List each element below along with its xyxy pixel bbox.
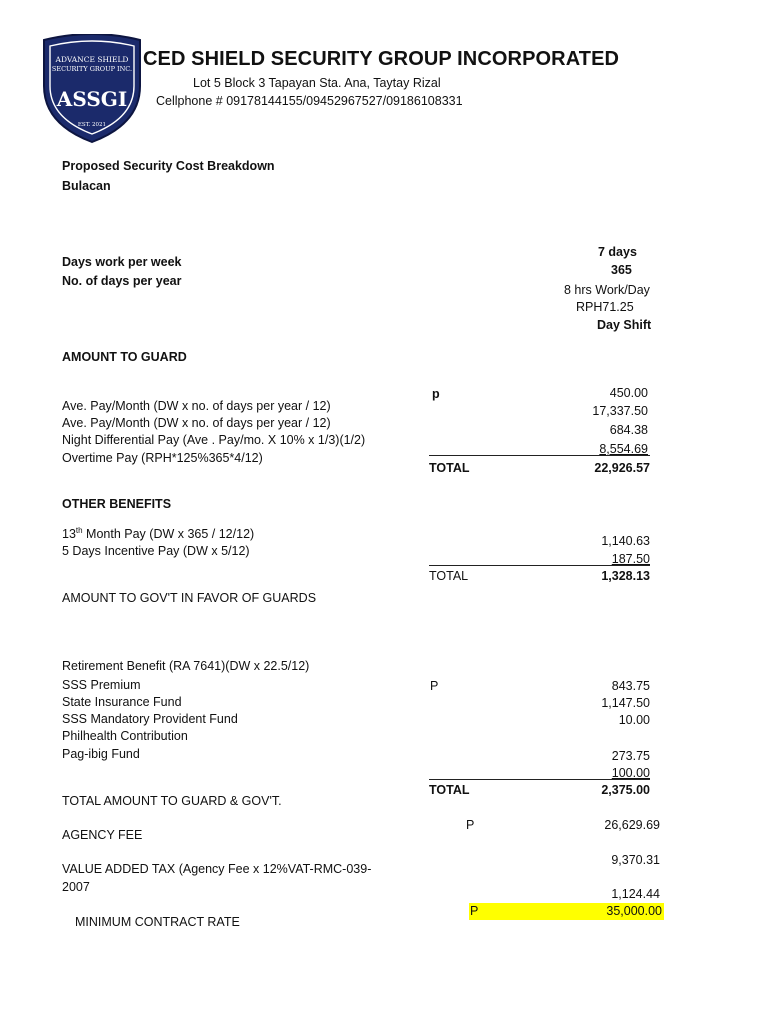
rph-value: RPH71.25 — [576, 300, 634, 314]
logo-mid-text: ASSGI — [56, 87, 128, 111]
agency-fee-value: 26,629.69 — [604, 818, 660, 832]
vat-value: 9,370.31 — [611, 853, 660, 867]
gov-item-value: 273.75 — [611, 749, 650, 763]
guard-item-value: 684.38 — [609, 423, 648, 437]
gov-item-value: 100.00 — [611, 766, 650, 780]
amount-to-guard-first-value: 450.00 — [609, 386, 648, 400]
hours-value: 8 hrs Work/Day — [564, 283, 650, 297]
logo-bottom-text: EST. 2021 — [77, 122, 107, 128]
days-work-label: Days work per week — [62, 255, 182, 269]
vat-label-line2: 2007 — [62, 880, 90, 894]
vat-label-line1: VALUE ADDED TAX (Agency Fee x 12%VAT-RMC-039- — [62, 862, 372, 876]
document-location: Bulacan — [62, 179, 111, 193]
thirteenth-month-value: 1,140.63 — [601, 534, 650, 548]
benefits-total-rule — [429, 565, 650, 566]
gov-item-label: Pag-ibig Fund — [62, 747, 140, 761]
days-per-year-value: 365 — [611, 263, 632, 277]
guard-item-value: 17,337.50 — [592, 404, 648, 418]
gov-item-value: 843.75 — [611, 679, 650, 693]
thirteenth-month-label: 13th Month Pay (DW x 365 / 12/12) — [62, 526, 255, 542]
benefits-total-value: 1,328.13 — [601, 569, 650, 583]
document-title: Proposed Security Cost Breakdown — [62, 159, 275, 173]
company-address: Lot 5 Block 3 Tapayan Sta. Ana, Taytay Rizal — [193, 76, 441, 90]
other-benefits-heading: OTHER BENEFITS — [62, 497, 172, 511]
gov-item-label: Retirement Benefit (RA 7641)(DW x 22.5/12) — [62, 659, 310, 673]
guard-item-label: Ave. Pay/Month (DW x no. of days per year / 12) — [62, 416, 331, 430]
incentive-pay-value: 187.50 — [611, 552, 650, 566]
company-cellphone: Cellphone # 09178144155/09452967527/09186108331 — [156, 94, 463, 108]
vat-value-2: 1,124.44 — [611, 887, 660, 901]
guard-item-label: Overtime Pay (RPH*125%365*4/12) — [62, 451, 263, 465]
logo-top-text: ADVANCE SHIELD — [55, 55, 129, 64]
min-contract-peso: P — [470, 904, 479, 918]
gov-item-value: 1,147.50 — [601, 696, 650, 710]
amount-to-guard-heading: AMOUNT TO GUARD — [62, 350, 187, 364]
incentive-pay-label: 5 Days Incentive Pay (DW x 5/12) — [62, 544, 250, 558]
days-work-value: 7 days — [598, 245, 637, 259]
shift-value: Day Shift — [597, 318, 652, 332]
guard-total-value: 22,926.57 — [594, 461, 650, 475]
agency-fee-label: AGENCY FEE — [62, 828, 143, 842]
gov-item-value: 10.00 — [618, 713, 650, 727]
logo-top-text-2: SECURITY GROUP INC. — [51, 65, 133, 73]
gov-peso: P — [430, 679, 439, 693]
gov-heading: AMOUNT TO GOV'T IN FAVOR OF GUARDS — [62, 591, 317, 605]
gov-total-rule — [429, 779, 650, 780]
company-logo — [40, 34, 144, 144]
gov-total-value: 2,375.00 — [601, 783, 650, 797]
guard-item-value: 8,554.69 — [599, 442, 648, 456]
min-contract-value: 35,000.00 — [606, 904, 662, 918]
benefits-total-label: TOTAL — [429, 569, 469, 583]
min-contract-label: MINIMUM CONTRACT RATE — [75, 915, 240, 929]
gov-item-label: SSS Premium — [62, 678, 141, 692]
company-name: CED SHIELD SECURITY GROUP INCORPORATED — [143, 48, 620, 70]
guard-total-rule — [429, 455, 650, 456]
amount-to-guard-peso: p — [432, 387, 440, 401]
agency-fee-peso: P — [466, 818, 475, 832]
total-amount-label: TOTAL AMOUNT TO GUARD & GOV'T. — [62, 794, 282, 808]
gov-item-label: State Insurance Fund — [62, 695, 182, 709]
guard-item-label: Night Differential Pay (Ave . Pay/mo. X 10% x 1/3)(1/2) — [62, 433, 366, 447]
days-per-year-label: No. of days per year — [62, 274, 182, 288]
gov-item-label: SSS Mandatory Provident Fund — [62, 712, 238, 726]
guard-total-label: TOTAL — [429, 461, 470, 475]
gov-total-label: TOTAL — [429, 783, 470, 797]
gov-item-label: Philhealth Contribution — [62, 729, 188, 743]
guard-item-label: Ave. Pay/Month (DW x no. of days per year / 12) — [62, 399, 331, 413]
